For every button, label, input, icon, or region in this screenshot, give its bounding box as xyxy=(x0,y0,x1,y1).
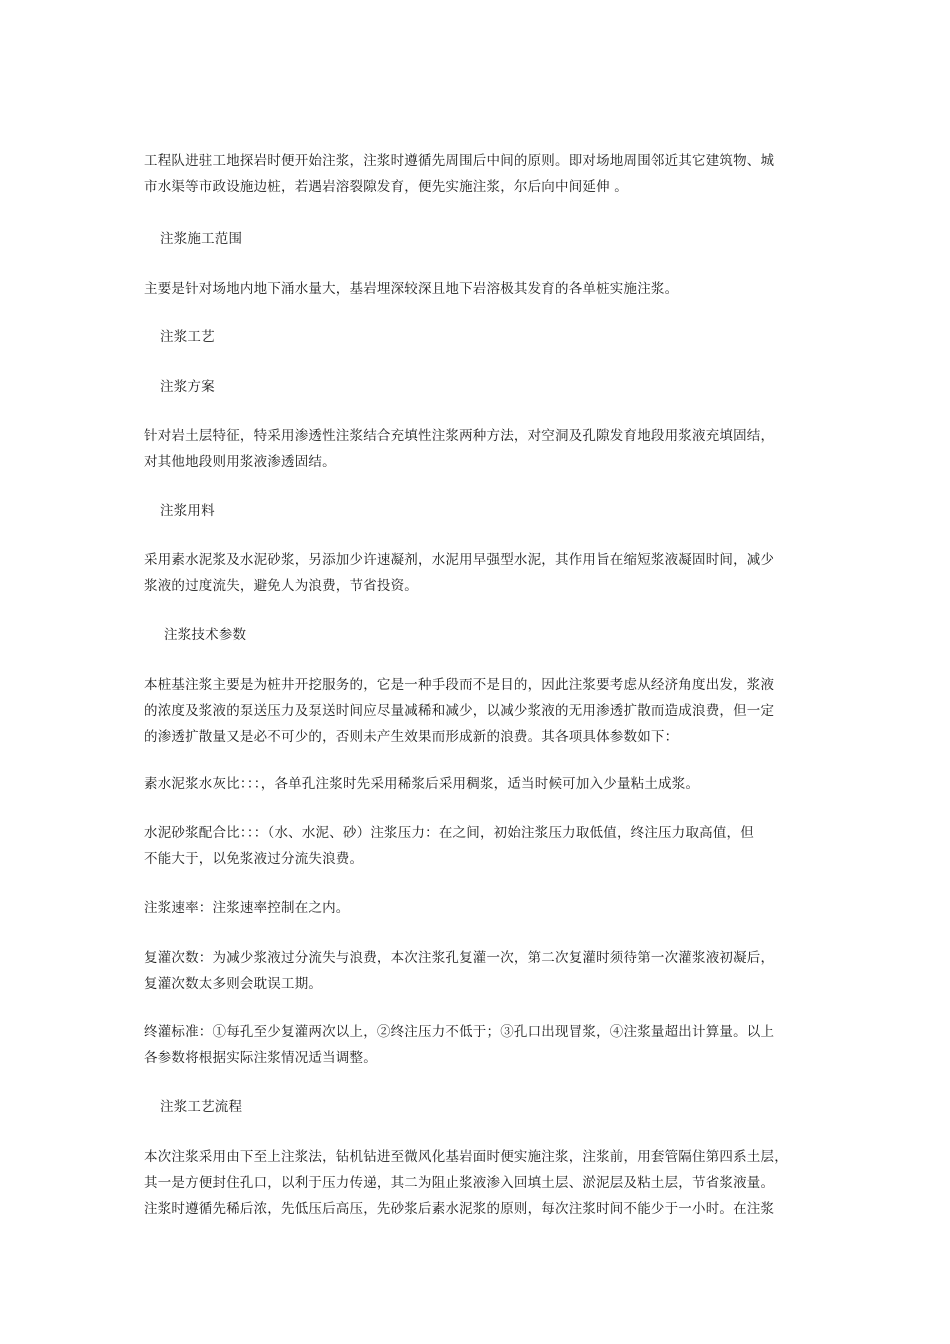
text-line: 采用素水泥浆及水泥砂浆，另添加少许速凝剂，水泥用早强型水泥，其作用旨在缩短浆液凝固时间，减少 xyxy=(144,552,775,568)
cement-ratio-paragraph xyxy=(144,771,814,797)
text-line: 的浓度及浆液的泵送压力及泵送时间应尽量减稀和减少，以减少浆液的无用渗透扩散而造成浪费，但一定 xyxy=(144,703,775,719)
heading-text: 注浆施工范围 xyxy=(160,231,243,247)
text-line: 不能大于，以免浆液过分流失浪费。 xyxy=(144,851,364,867)
text-line: 工程队进驻工地探岩时便开始注浆，注浆时遵循先周围后中间的原则。即对场地周围邻近其它建筑物、城 xyxy=(144,153,775,169)
heading-text: 注浆工艺流程 xyxy=(160,1099,243,1115)
text-line: 本桩基注浆主要是为桩井开挖服务的，它是一种手段而不是目的，因此注浆要考虑从经济角度出发，浆液 xyxy=(144,677,775,693)
text-line: 复灌次数太多则会耽误工期。 xyxy=(144,976,323,992)
section-heading-materials xyxy=(160,498,830,524)
heading-text: 注浆技术参数 xyxy=(164,627,247,643)
section-heading-flow xyxy=(160,1094,830,1120)
heading-text: 注浆方案 xyxy=(160,379,215,395)
flow-paragraph xyxy=(144,1144,814,1222)
text-line: 对其他地段则用浆液渗透固结。 xyxy=(144,454,336,470)
section-heading-scope xyxy=(160,226,830,252)
text-line: 市水渠等市政设施边桩，若遇岩溶裂隙发育，便先实施注浆，尔后向中间延伸 。 xyxy=(144,179,628,195)
section-heading-plan xyxy=(160,374,830,400)
text-line: 主要是针对场地内地下涌水量大，基岩埋深较深且地下岩溶极其发育的各单桩实施注浆。 xyxy=(144,281,679,297)
text-line: 的渗透扩散量又是必不可少的，否则未产生效果而形成新的浪费。其各项具体参数如下： xyxy=(144,729,679,745)
mortar-ratio-paragraph xyxy=(144,820,814,872)
regrout-paragraph xyxy=(144,945,814,997)
text-line: 注浆时遵循先稀后浓，先低压后高压，先砂浆后素水泥浆的原则，每次注浆时间不能少于一小时。在注浆 xyxy=(144,1201,775,1217)
section-heading-process xyxy=(160,324,830,350)
final-grouting-paragraph xyxy=(144,1019,814,1071)
text-line: 浆液的过度流失，避免人为浪费，节省投资。 xyxy=(144,578,418,594)
text-line: 注浆速率：注浆速率控制在之内。 xyxy=(144,900,350,916)
injection-rate-paragraph xyxy=(144,895,814,921)
text-line: 复灌次数：为减少浆液过分流失与浪费，本次注浆孔复灌一次，第二次复灌时须待第一次灌浆液初凝后， xyxy=(144,950,775,966)
parameters-paragraph xyxy=(144,672,814,750)
intro-paragraph xyxy=(144,148,814,200)
section-heading-parameters xyxy=(164,622,834,648)
heading-text: 注浆工艺 xyxy=(160,329,215,345)
text-line: 终灌标准：①每孔至少复灌两次以上，②终注压力不低于；③孔口出现冒浆，④注浆量超出计算量。以上 xyxy=(144,1024,775,1040)
heading-text: 注浆用料 xyxy=(160,503,215,519)
text-line: 素水泥浆水灰比：：：，各单孔注浆时先采用稀浆后采用稠浆，适当时候可加入少量粘土成浆。 xyxy=(144,776,700,792)
text-line: 水泥砂浆配合比：：：（水、水泥、砂）注浆压力：在之间，初始注浆压力取低值，终注压力取高值，但 xyxy=(144,825,754,841)
plan-paragraph xyxy=(144,423,814,475)
materials-paragraph xyxy=(144,547,814,599)
text-line: 各参数将根据实际注浆情况适当调整。 xyxy=(144,1050,377,1066)
text-line: 本次注浆采用由下至上注浆法，钻机钻进至微风化基岩面时便实施注浆，注浆前，用套管隔住第四系土层， xyxy=(144,1149,788,1165)
scope-paragraph xyxy=(144,276,814,302)
text-line: 其一是方便封住孔口，以利于压力传递，其二为阻止浆液渗入回填土层、淤泥层及粘土层，节省浆液量。 xyxy=(144,1175,775,1191)
text-line: 针对岩土层特征，特采用渗透性注浆结合充填性注浆两种方法，对空洞及孔隙发育地段用浆液充填固结， xyxy=(144,428,775,444)
